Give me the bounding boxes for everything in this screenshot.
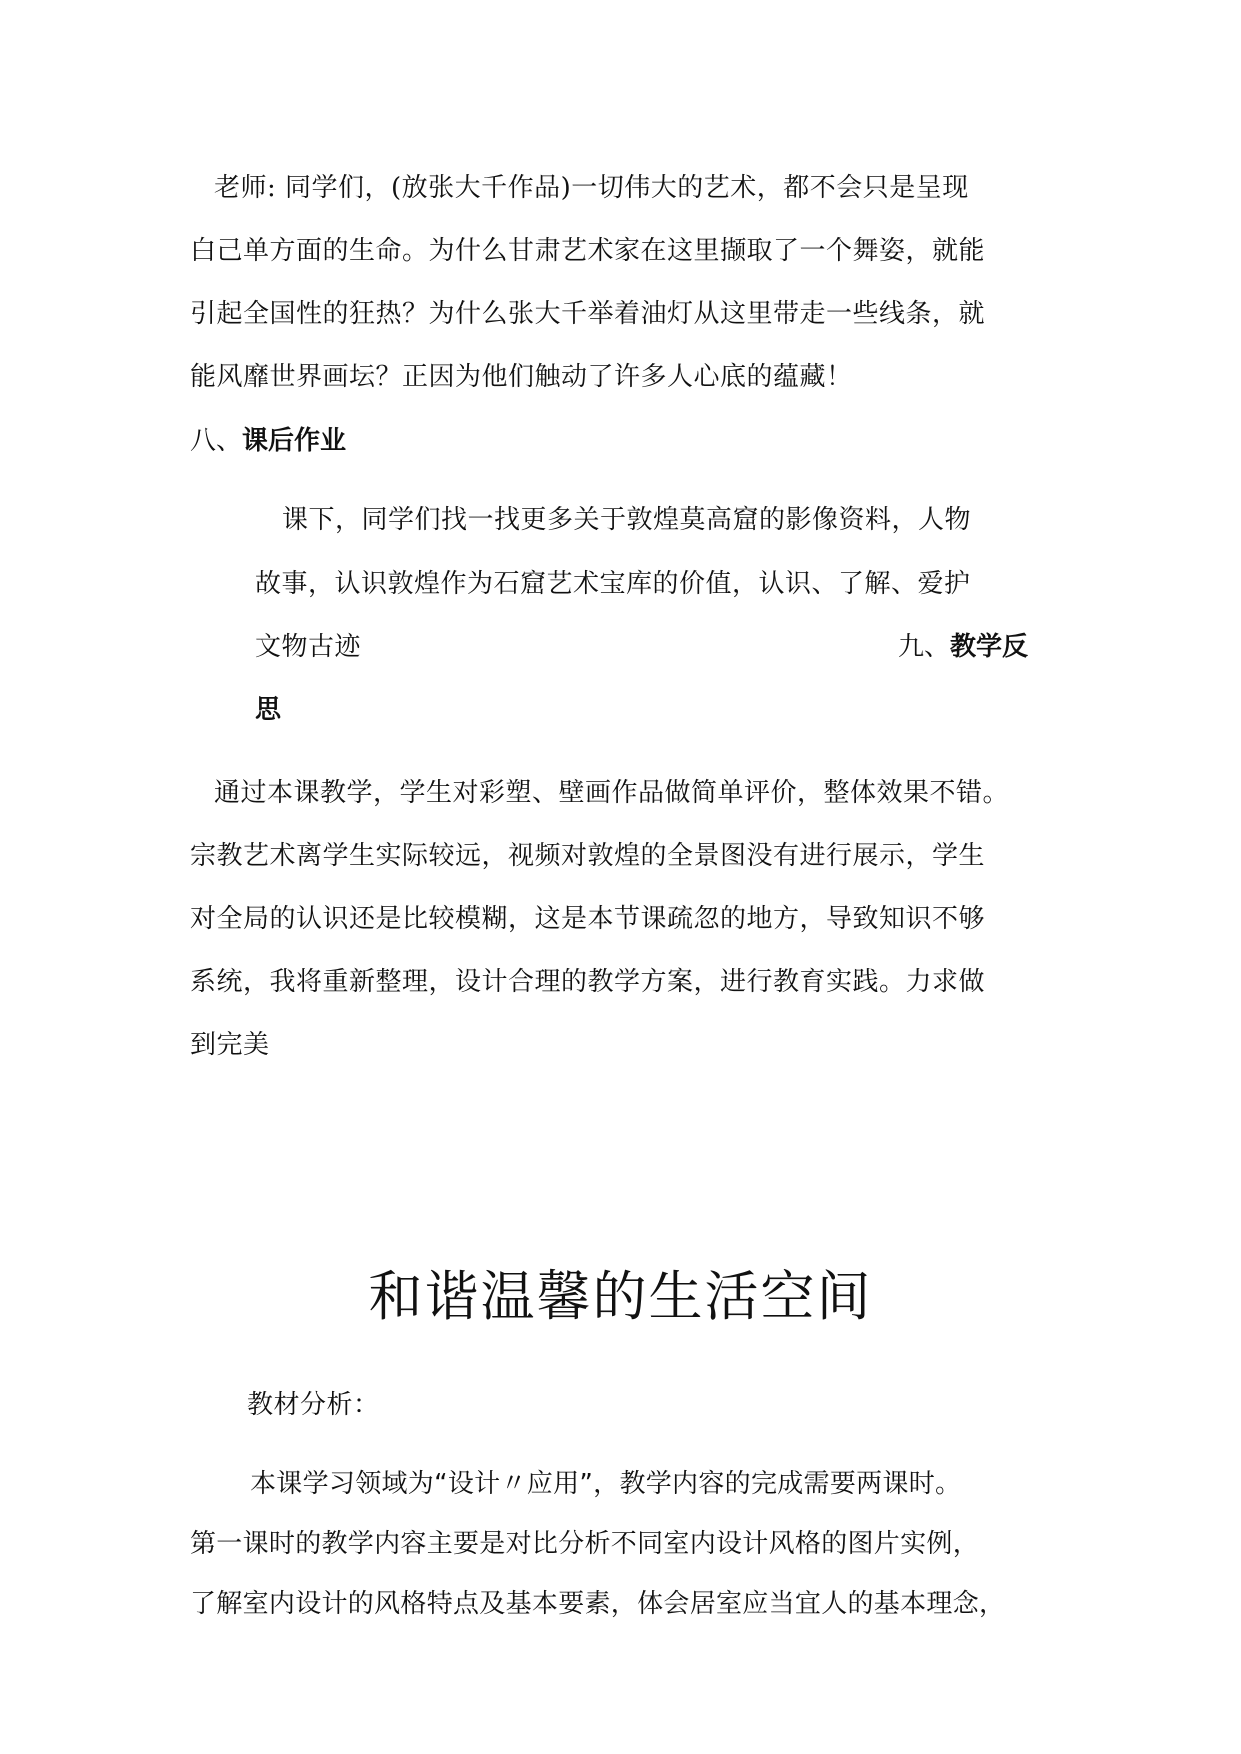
page-title: 和谐温馨的生活空间 <box>368 1265 873 1328</box>
paragraph-line: 通过本课教学，学生对彩塑、壁画作品做简单评价，整体效果不错。 <box>214 778 1010 808</box>
section-title-part1: 教学反 <box>950 632 1029 662</box>
paragraph-line: 文物古迹 <box>255 632 362 662</box>
paragraph-line: 到完美 <box>190 1030 270 1060</box>
section-number: 八、 <box>190 426 243 456</box>
paragraph-line: 对全局的认识还是比较模糊，这是本节课疏忽的地方，导致知识不够 <box>190 904 986 934</box>
section-title: 课后作业 <box>242 426 347 456</box>
paragraph-line: 第一课时的教学内容主要是对比分析不同室内设计风格的图片实例， <box>190 1529 980 1559</box>
paragraph-line: 老师: 同学们，(放张大千作品)一切伟大的艺术，都不会只是呈现 <box>214 173 969 203</box>
section-heading-homework <box>190 423 346 459</box>
analysis-label: 教材分析： <box>247 1390 380 1420</box>
section-number: 九、 <box>898 632 951 662</box>
paragraph-line: 系统，我将重新整理，设计合理的教学方案，进行教育实践。力求做 <box>190 967 986 997</box>
section-title-part2: 思 <box>255 695 282 725</box>
paragraph-line: 了解室内设计的风格特点及基本要素，体会居室应当宜人的基本理念， <box>190 1589 1006 1619</box>
paragraph-line: 本课学习领域为“设计〃应用”，教学内容的完成需要两课时。 <box>250 1469 962 1499</box>
paragraph-line: 课下，同学们找一找更多关于敦煌莫高窟的影像资料，人物 <box>282 505 972 535</box>
paragraph-line: 引起全国性的狂热？为什么张大千举着油灯从这里带走一些线条，就 <box>190 299 986 329</box>
paragraph-line: 能风靡世界画坛？正因为他们触动了许多人心底的蕴藏！ <box>190 362 853 392</box>
paragraph-line: 故事，认识敦煌作为石窟艺术宝库的价值，认识、了解、爱护 <box>255 569 971 599</box>
section-heading-reflection <box>898 629 1028 665</box>
paragraph-line: 宗教艺术离学生实际较远，视频对敦煌的全景图没有进行展示，学生 <box>190 841 986 871</box>
paragraph-line: 白己单方面的生命。为什么甘肃艺术家在这里撷取了一个舞姿，就能 <box>190 236 986 266</box>
